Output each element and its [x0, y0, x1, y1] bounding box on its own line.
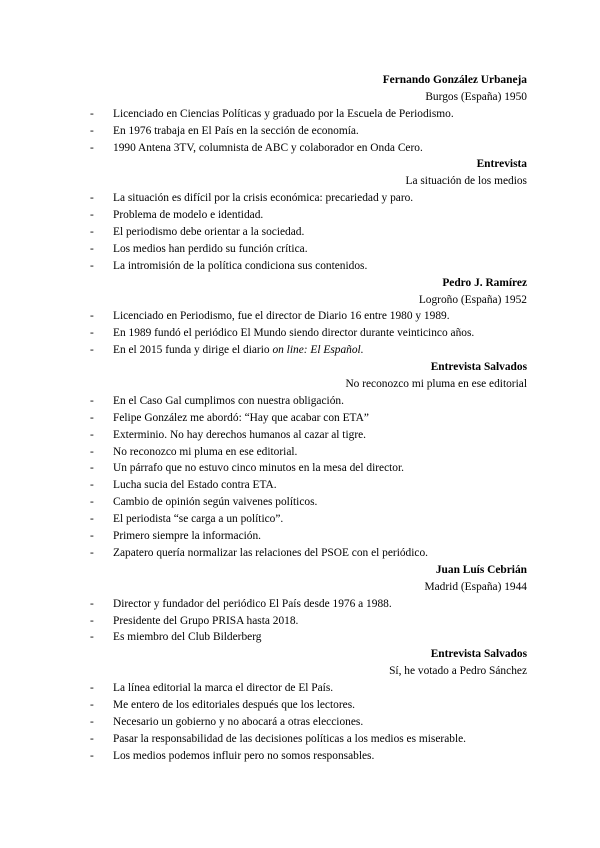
bullet-dash: -	[90, 209, 94, 222]
list-item-text: Primero siempre la información.	[113, 530, 262, 543]
bullet-dash: -	[90, 107, 94, 120]
section-subheading: Logroño (España) 1952	[418, 293, 527, 306]
bullet-dash: -	[90, 411, 94, 424]
bullet-dash: -	[90, 479, 94, 492]
list-item-text: Director y fundador del periódico El País desde 1976 a 1988.	[113, 597, 392, 610]
bullet-dash: -	[90, 682, 94, 695]
bullet-dash: -	[90, 614, 94, 627]
section-subheading: Burgos (España) 1950	[425, 90, 527, 103]
section-heading: Entrevista	[476, 158, 527, 171]
bullet-dash: -	[90, 192, 94, 205]
list-item	[88, 494, 527, 511]
list-item-text: Felipe González me abordó: “Hay que acabar con ETA”	[113, 411, 369, 424]
list-item	[88, 460, 527, 477]
list-item-text: Lucha sucia del Estado contra ETA.	[113, 479, 277, 492]
bullet-dash: -	[90, 394, 94, 407]
list-item	[88, 106, 527, 123]
list-item-text: Exterminio. No hay derechos humanos al cazar al tigre.	[113, 428, 367, 441]
bullet-dash: -	[90, 546, 94, 559]
list-item	[88, 545, 527, 562]
list-item-text: La intromisión de la política condiciona sus contenidos.	[113, 259, 368, 272]
list-item-text: Licenciado en Periodismo, fue el director de Diario 16 entre 1980 y 1989.	[113, 310, 450, 323]
bullet-dash: -	[90, 344, 94, 357]
list-item-text: La línea editorial la marca el director de El País.	[113, 682, 334, 695]
list-item	[88, 444, 527, 461]
list-item-text: Un párrafo que no estuvo cinco minutos en la mesa del director.	[113, 462, 405, 475]
list-item-text: No reconozco mi pluma en ese editorial.	[113, 445, 298, 458]
list-item-text: En 1976 trabaja en El País en la sección de economía.	[113, 124, 359, 137]
section-heading: Entrevista Salvados	[430, 361, 527, 374]
list-item	[88, 731, 527, 748]
list-item	[88, 258, 527, 275]
section-subheading: Sí, he votado a Pedro Sánchez	[389, 665, 527, 678]
list-item-text: El periodismo debe orientar a la sociedad.	[113, 226, 305, 239]
list-item-italic-text: on line: El Español.	[272, 344, 364, 357]
list-item-text: Licenciado en Ciencias Políticas y graduado por la Escuela de Periodismo.	[113, 107, 454, 120]
list-item	[88, 697, 527, 714]
section-subheading: Madrid (España) 1944	[424, 580, 527, 593]
section-heading: Entrevista Salvados	[430, 648, 527, 661]
list-item	[88, 528, 527, 545]
list-item-text: Cambio de opinión según vaivenes políticos.	[113, 496, 318, 509]
bullet-dash: -	[90, 226, 94, 239]
bullet-dash: -	[90, 715, 94, 728]
list-item-text: Pasar la responsabilidad de las decisiones políticas a los medios es miserable.	[113, 732, 467, 745]
list-item	[88, 714, 527, 731]
bullet-dash: -	[90, 259, 94, 272]
bullet-dash: -	[90, 597, 94, 610]
bullet-dash: -	[90, 141, 94, 154]
bullet-dash: -	[90, 513, 94, 526]
list-item	[88, 613, 527, 630]
list-item-text: Presidente del Grupo PRISA hasta 2018.	[113, 614, 299, 627]
list-item	[88, 123, 527, 140]
list-item-text: Necesario un gobierno y no abocará a otras elecciones.	[113, 715, 364, 728]
bullet-dash: -	[90, 698, 94, 711]
list-item	[88, 241, 527, 258]
bullet-dash: -	[90, 530, 94, 543]
list-item	[88, 629, 527, 646]
bullet-dash: -	[90, 428, 94, 441]
section-heading: Fernando González Urbaneja	[382, 74, 527, 86]
list-item-text: Los medios podemos influir pero no somos responsables.	[113, 749, 375, 762]
list-item-text: 1990 Antena 3TV, columnista de ABC y colaborador en Onda Cero.	[113, 141, 423, 154]
bullet-dash: -	[90, 445, 94, 458]
bullet-dash: -	[90, 749, 94, 762]
list-item	[88, 427, 527, 444]
list-item	[88, 511, 527, 528]
list-item-text: La situación es difícil por la crisis económica: precariedad y paro.	[113, 192, 414, 205]
bullet-dash: -	[90, 242, 94, 255]
list-item-text: En el 2015 funda y dirige el diario	[113, 344, 273, 357]
list-item	[88, 190, 527, 207]
list-item	[88, 393, 527, 410]
list-item	[88, 207, 527, 224]
list-item-text: Zapatero quería normalizar las relaciones del PSOE con el periódico.	[113, 546, 429, 559]
list-item	[88, 477, 527, 494]
list-item	[88, 140, 527, 157]
list-item	[88, 224, 527, 241]
list-item	[88, 410, 527, 427]
bullet-dash: -	[90, 631, 94, 644]
bullet-dash: -	[90, 124, 94, 137]
section-subheading: La situación de los medios	[405, 175, 527, 188]
list-item-text: El periodista “se carga a un político”.	[113, 513, 284, 526]
bullet-dash: -	[90, 496, 94, 509]
section-subheading: No reconozco mi pluma en ese editorial	[345, 378, 527, 391]
section-heading: Pedro J. Ramírez	[442, 276, 527, 289]
list-item	[88, 308, 527, 325]
list-item-text: Es miembro del Club Bilderberg	[113, 631, 262, 644]
list-item-text: Me entero de los editoriales después que los lectores.	[113, 698, 355, 711]
document-body	[88, 72, 527, 765]
list-item-text: Problema de modelo e identidad.	[113, 209, 264, 222]
list-item-text: Los medios han perdido su función crítica.	[113, 242, 308, 255]
bullet-dash: -	[90, 310, 94, 323]
bullet-dash: -	[90, 732, 94, 745]
list-item	[88, 596, 527, 613]
list-item	[88, 748, 527, 765]
list-item-text: En 1989 fundó el periódico El Mundo siendo director durante veinticinco años.	[113, 327, 475, 340]
bullet-dash: -	[90, 327, 94, 340]
list-item	[88, 680, 527, 697]
list-item	[88, 325, 527, 342]
list-item-text: En el Caso Gal cumplimos con nuestra obligación.	[113, 394, 344, 407]
section-heading: Juan Luís Cebrián	[435, 563, 527, 576]
list-item	[88, 342, 527, 359]
bullet-dash: -	[90, 462, 94, 475]
